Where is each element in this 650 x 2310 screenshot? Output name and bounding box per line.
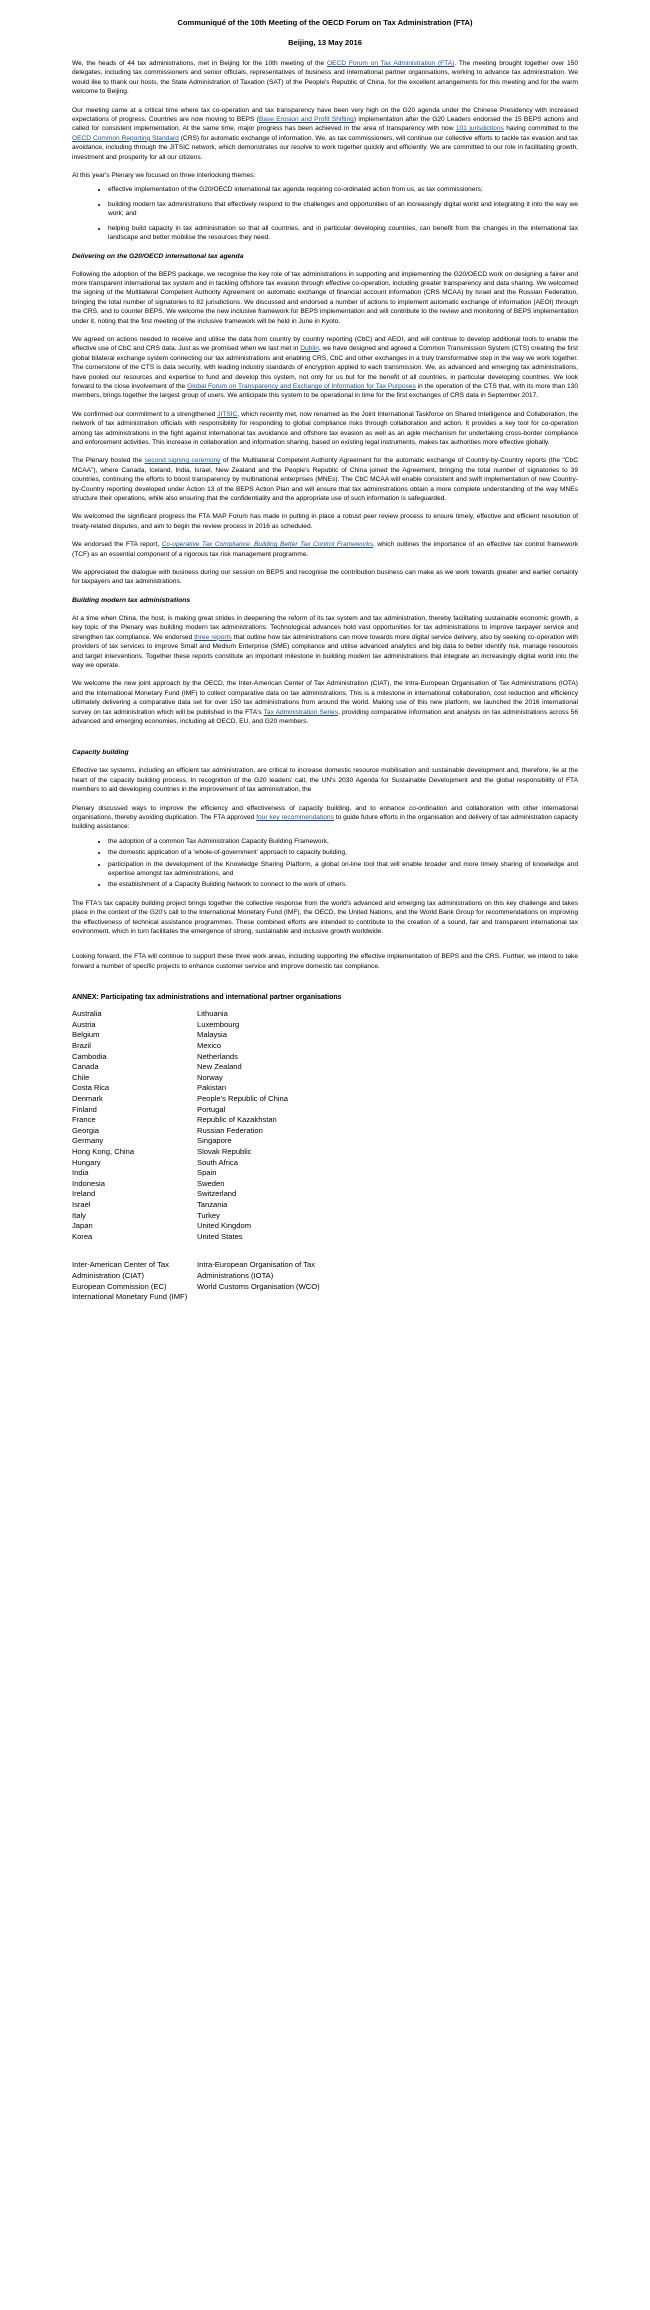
list-item: Administration (CIAT) (72, 1270, 145, 1280)
text: At a time when China, the host, is making great strides in deepening the reform of its tax system and tax administration, thereby facilitating sustainable economic growth, a key topic of the Plenary was building modern tax administrations. Technological advances hold vast opportunities for tax administrations to improve taxpayer service and strengthen tax compliance. We endorsed (72, 614, 578, 641)
list-item: Tanzania (197, 1199, 228, 1209)
themes-intro: At this year's Plenary we focused on three interlocking themes: (72, 172, 256, 180)
list-item: Administrations (IOTA) (197, 1270, 274, 1280)
text: We endorsed the FTA report, (72, 541, 162, 549)
list-item: Denmark (72, 1094, 103, 1103)
list-item: European Commission (EC) (72, 1281, 167, 1291)
list-item: India (72, 1168, 89, 1178)
paragraph (72, 540, 578, 559)
paragraph: Effective tax systems, including an efficient tax administration, are critical to increase domestic resource mobilisation and sustainable development and, therefore, lie at the heart of the capacity building process. In recognition of the G20 leaders' call, the UN's 2030 Agenda for Sustainable Development and the global responsibility of FTA members to aid developing countries in the improvement of tax administration, the (72, 767, 578, 794)
annex-column-2 (197, 1009, 322, 1242)
list-item: Finland (72, 1104, 97, 1114)
list-item: Inter-American Center of Tax (72, 1260, 169, 1270)
paragraph: Looking forward, the FTA will continue to support these three work areas, including supporting the effective implementation of BEPS and the CRS. Further, we intend to take forward a number of specific projects to enhance customer service and improve domestic tax compliance. (72, 953, 578, 970)
list-item: Ireland (72, 1189, 96, 1199)
tax-admin-series-link[interactable]: Tax Administration Series (263, 708, 339, 716)
text: The Plenary hosted the (72, 457, 145, 465)
orgs-column-2 (197, 1260, 322, 1302)
intro-paragraph-1 (72, 59, 578, 97)
list-item: Netherlands (197, 1051, 238, 1061)
list-item: International Monetary Fund (IMF) (72, 1292, 188, 1302)
text: We agreed on actions needed to receive and utilise the data from country by country reporting (CbC) and AEOI, and will continue to develop additional tools to enable the effective use of CbC and CRS data. Just as we promised when we last met in (72, 335, 578, 353)
list-item: Sweden (197, 1178, 225, 1188)
paragraph: We appreciated the dialogue with business during our session on BEPS and recognise the contribution business can make as we work towards greater and earlier certainty for taxpayers and tax administrations. (72, 569, 578, 586)
list-item: People's Republic of China (197, 1094, 288, 1103)
jitsic-link[interactable]: JITSIC (217, 410, 238, 418)
intro-paragraph-2 (72, 106, 578, 162)
list-item: Israel (72, 1199, 91, 1209)
list-item: United Kingdom (197, 1221, 252, 1231)
paragraph: Following the adoption of the BEPS package, we recognise the key role of tax administrations in supporting and implementing the G20/OECD work on designing a fairer and more transparent international tax system and in tackling offshore tax evasion through effective co-operation, including greater transparency and data sharing. We welcomed the signing of the Multilateral Competent Authority Agreement on automatic exchange of financial account information (CRS MCAA) by Israel and the Russian Federation, bringing the total number of signatories to 82 jurisdictions. We discussed and endorsed a number of actions to implement automatic exchange of information (AEOI) through the CRS, and to counter BEPS. We welcome the new inclusive framework for BEPS implementation and will contribute to the review and monitoring of BEPS implementation under it, noting that the first meeting of the inclusive framework will be held in June in Kyoto. (72, 270, 578, 325)
text: , we have designed and agreed a Common Transmission System (CTS) creating the first global bilateral exchange system connecting our tax administrations and enabling CRS, CbC and other exchanges in a truly transformative step in the way we work together. The cornerstone of the CTS is data security, with leading industry standards of encryption applied to each transmission. We, as advanced and emerging tax administrations, have pooled our resources and expertise to fund and develop this system, not only for us but for the benefit of all countries, in particular developing countries. We look forward to the close involvement of the (72, 345, 578, 390)
list-item: Malaysia (197, 1030, 227, 1040)
list-item: Austria (72, 1019, 96, 1029)
orgs-column-1 (72, 1260, 197, 1302)
signing-ceremony-link[interactable]: second signing ceremony (144, 457, 221, 465)
paragraph: The FTA's tax capacity building project brings together the collective response from the world's advanced and emerging tax administrations on this key challenge and takes place in the context of the G20's call to the International Monetary Fund (IMF), the OECD, the United Nations, and the World Bank Group for recommendations on improving the effectiveness of technical assistance programmes. These combined efforts are intended to contribute to the creation of a sound, fair and transparent international tax environment, which in turn facilitates the emergence of strong, sustainable and inclusive growth worldwide. (72, 899, 578, 936)
list-item: Italy (72, 1210, 86, 1220)
list-item: Intra-European Organisation of Tax (197, 1260, 316, 1270)
list-item: Pakistan (197, 1083, 227, 1093)
jurisdictions-link[interactable]: 101 jurisdictions (455, 125, 504, 133)
crs-link[interactable]: OECD Common Reporting Standard (72, 134, 179, 142)
list-item: • building modern tax administrations that effectively respond to the challenges and opportunities of an increasingly digital world and integrating it into the way we work; and (108, 200, 578, 219)
list-item: United States (197, 1231, 243, 1241)
section-heading-capacity-building: Capacity building (72, 749, 129, 757)
list-item: Brazil (72, 1041, 91, 1051)
list-item: Costa Rica (72, 1083, 110, 1093)
list-item: Mexico (197, 1041, 222, 1051)
text: that outline how tax administrations can move towards more digital service delivery, also by seeking co-operation with providers of tax services to improve Small and Medium Enterprise (SME) compliance and utilise advanced analytics and big data to better identify risk, manage resources and target interventions. Together these reports constitute an important milestone in building modern tax administrations that integrate an increasingly digital world into the way we operate. (72, 633, 578, 669)
list-item: Japan (72, 1221, 93, 1231)
list-item: Indonesia (72, 1178, 105, 1188)
section-heading-modern-admin: Building modern tax administrations (72, 596, 191, 604)
text: , which recently met, now renamed as the Joint International Taskforce on Shared Intelligence and Collaboration, the network of tax administration officials with responsibility for responding to global compliance risks through collaboration and action. It provides a key tool for co-operation among tax administrations in the fight against international tax avoidance and offshore tax evasion as well as an agile mechanism for undertaking cross-border compliance and enforcement activities. This increase in collaboration and information sharing, based on existing legal instruments, makes tax authorities more effective globally. (72, 410, 579, 446)
recommendations-link[interactable]: four key recommendations (256, 813, 334, 821)
list-item: Republic of Kazakhstan (197, 1115, 277, 1125)
paragraph (72, 614, 578, 670)
paragraph (72, 679, 578, 726)
list-item: • effective implementation of the G20/OECD international tax agenda requiring co-ordinated action from us, as tax commissioners; (108, 185, 578, 194)
fta-link[interactable]: OECD Forum on Tax Administration (FTA) (326, 60, 455, 67)
text: Plenary discussed ways to improve the efficiency and effectiveness of capacity building, and to enhance co-ordination and collaboration with other international organisations, thereby avoiding duplication. The FTA approved (72, 804, 578, 821)
text: of the Multilateral Competent Authority Agreement for the automatic exchange of Country-by-Country reports (the "CbC MCAA"), where Canada, Iceland, India, Israel, New Zealand and the People's Republic of China joined the Agreement, bringing the total number of signatories to 39 countries, continuing the efforts to boost transparency by multinational enterprises (MNEs). The CbC MCAA will enable consistent and swift implementation of new Country-by-Country reporting developed under Action 13 of the BEPS Action Plan and will ensure that tax administrations obtain a more complete understanding of the way MNEs structure their operations, while also ensuring that the confidentiality and the appropriate use of such information is safeguarded. (72, 457, 578, 503)
list-item: Chile (72, 1072, 90, 1082)
list-item: Cambodia (72, 1051, 107, 1061)
text: We, the heads of 44 tax administrations, met in Beijing for the 10th meeting of the (72, 60, 327, 67)
text: (CRS) for automatic exchange of information. We, as tax commissioners, will continue our collective efforts to tackle tax evasion and tax avoidance, including through the JITSIC network, which demonstrates our resolve to work together quickly and efficiently. We are committed to our role in facilitating growth, investment and prosperity for all our citizens. (72, 134, 578, 161)
text: We welcome the new joint approach by the OECD, the Inter-American Center of Tax Administration (CIAT), the Intra-European Organisation of Tax Administrations (IOTA) and the International Monetary Fund (IMF) to collect comparative data on tax administrations. This is a milestone in international collaboration, cost reduction and efficiency ultimately delivering a comparative data set for over 150 tax administrations from around the world. Making use of this new platform, we launched the 2016 international survey on tax administration which will be published in the FTA's (72, 680, 578, 716)
list-item: Singapore (197, 1136, 232, 1146)
tcf-report-link[interactable]: Co-operative Tax Compliance: Building Better Tax Control Frameworks (161, 541, 374, 549)
list-item: Switzerland (197, 1189, 237, 1199)
text: , which outlines the importance of an effective tax control framework (TCF) as an essential component of a rigorous tax risk management programme. (72, 541, 579, 558)
list-item: Belgium (72, 1030, 100, 1040)
list-item: Georgia (72, 1125, 100, 1135)
list-item: Spain (197, 1168, 217, 1178)
text: , providing comparative information and analysis on tax administrations across 56 advanced and emerging economies, including all OECD, EU, and G20 members. (72, 708, 579, 725)
list-item: Portugal (197, 1104, 226, 1114)
text: ) implementation after the G20 Leaders endorsed the 15 BEPS actions and called for consistent implementation. At the same time, major progress has been achieved in the area of transparency with now (72, 116, 578, 133)
paragraph (72, 456, 578, 503)
document-title: Communiqué of the 10th Meeting of the OECD Forum on Tax Administration (FTA) (177, 18, 473, 27)
list-item: Australia (72, 1009, 102, 1019)
list-item: • the adoption of a common Tax Administration Capacity Building Framework, (108, 837, 578, 846)
text: We confirmed our commitment to a strengthened (72, 410, 218, 418)
list-item: Slovak Republic (197, 1146, 252, 1156)
document-date: Beijing, 13 May 2016 (288, 38, 362, 47)
text: having committed to the (503, 125, 578, 133)
list-item: South Africa (197, 1157, 238, 1167)
list-item: Germany (72, 1136, 104, 1146)
themes-list (72, 185, 578, 242)
dublin-link[interactable]: Dublin (300, 345, 319, 353)
list-item: Hong Kong, China (72, 1146, 135, 1156)
paragraph (72, 804, 578, 832)
list-item: Luxembourg (197, 1019, 240, 1029)
paragraph: We welcomed the significant progress the FTA MAP Forum has made in putting in place a robust peer review process to ensure timely, effective and efficient resolution of treaty-related disputes, and aim to begin the review process in 2016 as scheduled. (72, 513, 578, 530)
list-item: Lithuania (197, 1009, 228, 1019)
list-item: World Customs Organisation (WCO) (197, 1281, 320, 1291)
list-item: Russian Federation (197, 1125, 263, 1135)
list-item: Korea (72, 1231, 93, 1241)
annex-country-list (72, 1009, 578, 1242)
annex-title: ANNEX: Participating tax administrations and international partner organisations (72, 994, 342, 1002)
recommendations-list (72, 837, 578, 890)
list-item: Turkey (197, 1210, 220, 1220)
text: . The meeting brought together over 150 delegates, including tax commissioners and senior officials, representatives of business and international partner organisations, working to advance tax administration. We would like to thank our hosts, the State Administration of Taxation (SAT) of the People's Republic of China, for the excellent arrangements for this meeting and for the warm welcome to Beijing. (72, 60, 578, 96)
annex-column-1 (72, 1009, 197, 1242)
list-item: • the domestic application of a 'whole-of-government' approach to capacity building, (108, 848, 578, 857)
section-heading-tax-agenda: Delivering on the G20/OECD international tax agenda (72, 252, 244, 260)
list-item: Norway (197, 1072, 223, 1082)
text: to guide future efforts in the organisation and delivery of tax administration capacity building assistance: (72, 813, 578, 831)
list-item: • helping build capacity in tax administration so that all countries, and in particular developing countries, can benefit from the changes in the international tax landscape and better mobilise the resources they need. (108, 224, 578, 243)
beps-link[interactable]: Base Erosion and Profit Shifting (258, 116, 354, 124)
list-item: • participation in the development of the Knowledge Sharing Platform, a global on-line tool that will enable broader and more timely sharing of knowledge and expertise amongst tax administrations, and (108, 860, 578, 879)
list-item: • the establishment of a Capacity Building Network to connect to the work of others. (108, 880, 578, 889)
list-item: France (72, 1115, 96, 1125)
annex-organisations-list (72, 1260, 578, 1302)
paragraph (72, 335, 578, 401)
three-reports-link[interactable]: three reports (194, 633, 232, 641)
list-item: New Zealand (197, 1062, 242, 1072)
list-item: Canada (72, 1062, 99, 1072)
text: in the operation of the CTS that, with its more than 130 members, brings together the largest group of users. We anticipate this system to be operational in time for the first exchanges of CRS data in September 2017. (72, 382, 579, 400)
list-item: Hungary (72, 1157, 101, 1167)
global-forum-link[interactable]: Global Forum on Transparency and Exchange of Information for Tax Purposes (187, 382, 416, 390)
text: Our meeting came at a critical time where tax co-operation and tax transparency have been very high on the G20 agenda under the Chinese Presidency with increased expectations of progress. Countries are now moving to BEPS ( (72, 106, 578, 124)
paragraph (72, 410, 578, 448)
